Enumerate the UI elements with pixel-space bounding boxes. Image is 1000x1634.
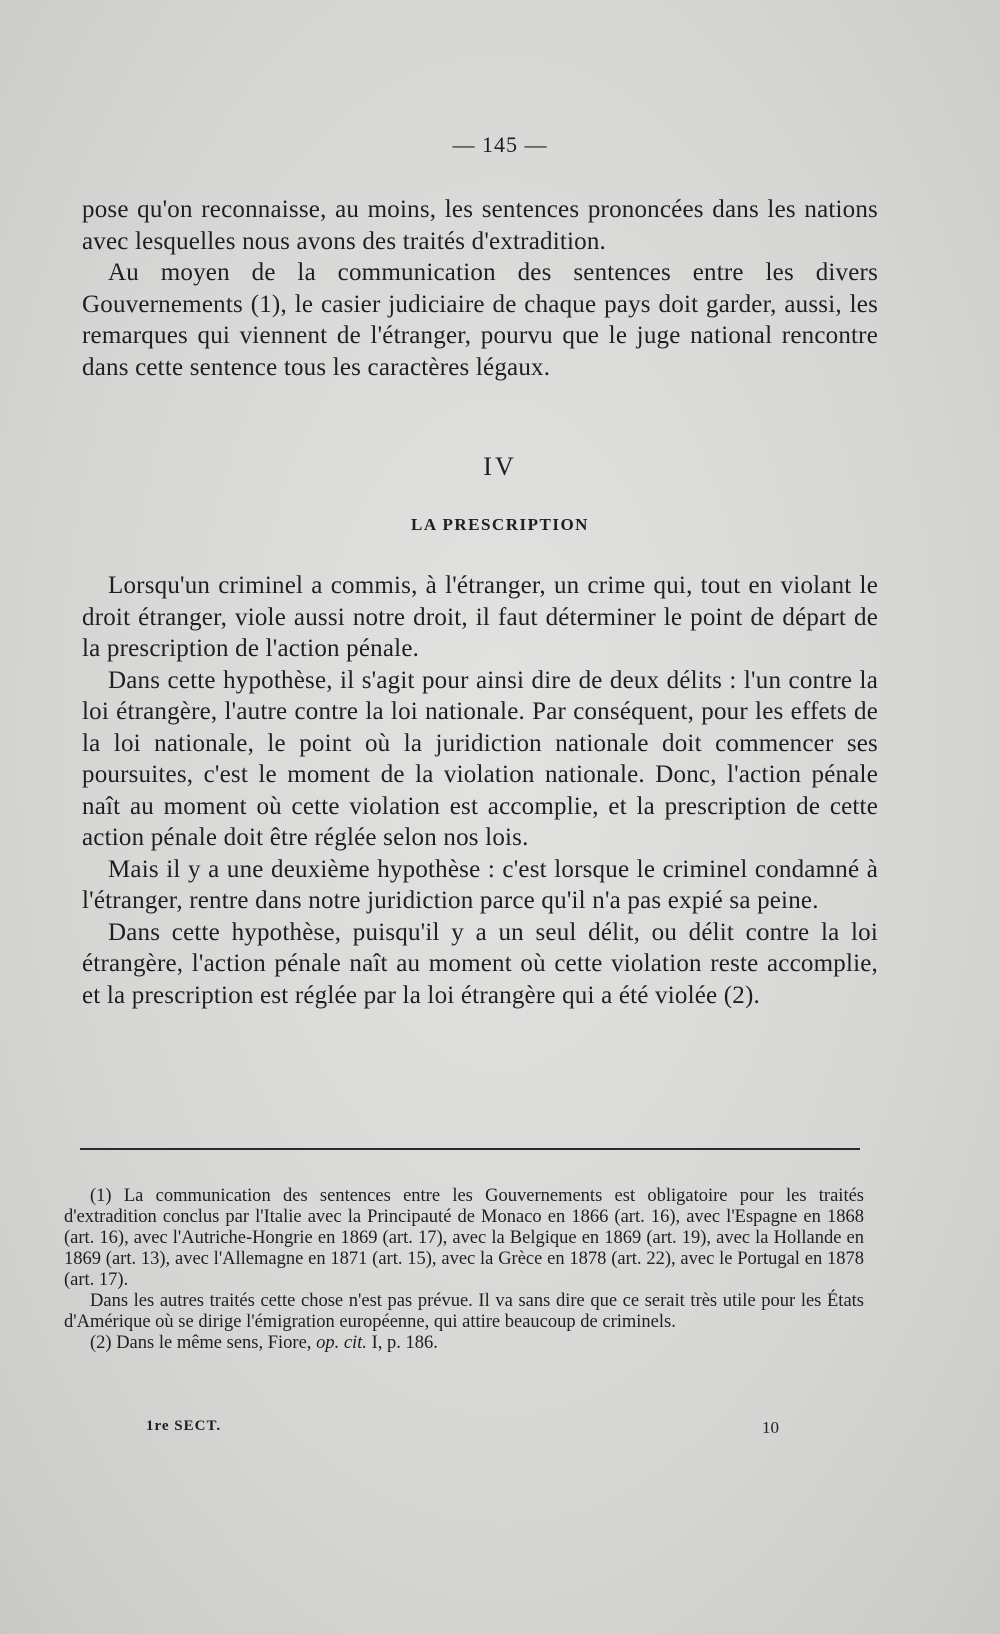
footnote-2-italic: op. cit. <box>316 1333 367 1353</box>
footnotes <box>64 1186 864 1354</box>
section-title: LA PRESCRIPTION <box>411 515 589 534</box>
footnote-2-tail: I, p. 186. <box>366 1333 438 1353</box>
footnote-1-continued: Dans les autres traités cette chose n'est pas prévue. Il va sans dire que ce serait très utile pour les États d'Amérique où se dirige l'émigration européenne, qui attire beaucoup de criminels. <box>64 1291 864 1332</box>
printer-signature: 1re SECT. <box>146 1418 222 1434</box>
page-number: — 145 — <box>452 132 548 157</box>
paragraph: Au moyen de la communication des sentences entre les divers Gouvernements (1), le casier judiciaire de chaque pays doit garder, aussi, les remarques qui viennent de l'étranger, pourvu que le juge national rencontre dans cette sentence tous les caractères légaux. <box>82 259 878 381</box>
paragraph: Lorsqu'un criminel a commis, à l'étranger, un crime qui, tout en violant le droit étranger, viole aussi notre droit, il faut déterminer le point de départ de la prescription de l'action pénale. <box>82 572 878 662</box>
paragraph: Dans cette hypothèse, il s'agit pour ainsi dire de deux délits : l'un contre la loi étrangère, l'autre contre la loi nationale. Par conséquent, pour les effets de la loi nationale, le point où la juridiction nationale doit commencer ses poursuites, c'est le moment de la violation nationale. Donc, l'action pénale naît au moment où cette violation est accomplie, et la prescription de cette action pénale doit être réglée selon nos lois. <box>82 666 878 851</box>
signature-number: 10 <box>762 1418 779 1437</box>
section-number: IV <box>483 452 517 481</box>
footnote-2-text: (2) Dans le même sens, Fiore, <box>90 1333 317 1353</box>
main-text-block <box>82 570 878 1011</box>
footnote-2 <box>64 1333 864 1354</box>
paragraph: pose qu'on reconnaisse, au moins, les sentences prononcées dans les nations avec lesquelles nous avons des traités d'extradition. <box>82 196 878 255</box>
footnote-divider <box>80 1148 860 1150</box>
paragraph: Dans cette hypothèse, puisqu'il y a un seul délit, ou délit contre la loi étrangère, l'action pénale naît au moment où cette violation reste accomplie, et la prescription est réglée par la loi étrangère qui a été violée (2). <box>82 918 878 1009</box>
footnote-1: (1) La communication des sentences entre les Gouvernements est obligatoire pour les traités d'extradition conclus par l'Italie avec la Principauté de Monaco en 1866 (art. 16), avec l'Espagne en 1868 (art. 16), avec l'Autriche-Hongrie en 1869 (art. 17), avec la Belgique en 1869 (art. 19), avec la Hollande en 1869 (art. 13), avec l'Allemagne en 1871 (art. 15), avec la Grèce en 1878 (art. 22), avec le Portugal en 1878 (art. 17). <box>64 1186 864 1290</box>
top-text-block <box>82 194 878 383</box>
paragraph: Mais il y a une deuxième hypothèse : c'est lorsque le criminel condamné à l'étranger, rentre dans notre juridiction parce qu'il n'a pas expié sa peine. <box>82 855 878 914</box>
